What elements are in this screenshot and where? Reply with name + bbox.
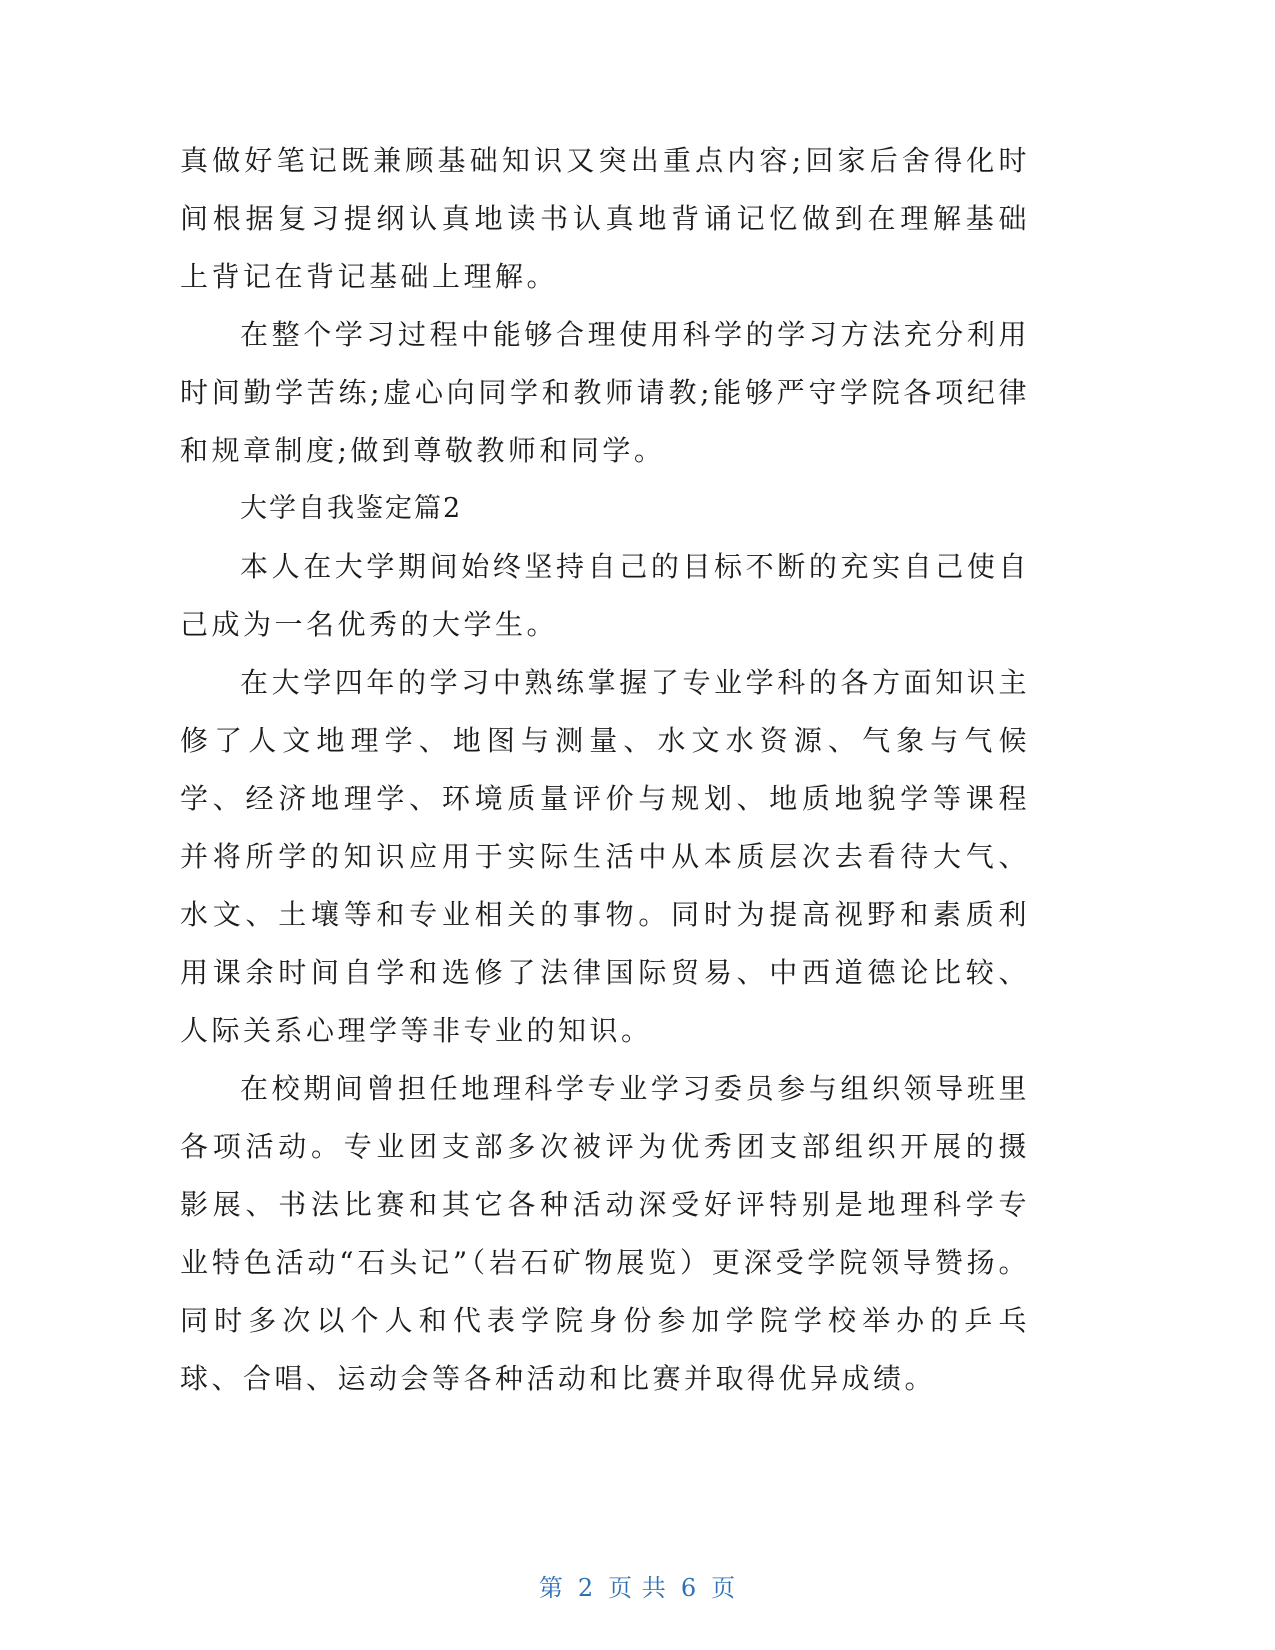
footer-prefix: 第 bbox=[538, 1574, 564, 1602]
page-footer bbox=[0, 1568, 1275, 1603]
paragraph-continued: 真做好笔记既兼顾基础知识又突出重点内容;回家后舍得化时间根据复习提纲认真地读书认真地背诵记忆做到在理解基础上背记在背记基础上理解。 bbox=[180, 144, 1030, 293]
footer-middle: 页 共 bbox=[608, 1574, 667, 1602]
footer-total-pages: 6 bbox=[680, 1574, 698, 1602]
paragraph-study-methods: 在整个学习过程中能够合理使用科学的学习方法充分利用时间勤学苦练;虚心向同学和教师请教;能够严守学院各项纪律和规章制度;做到尊敬教师和同学。 bbox=[180, 318, 1030, 467]
footer-current-page: 2 bbox=[577, 1574, 595, 1602]
footer-suffix: 页 bbox=[711, 1574, 737, 1602]
section-heading: 大学自我鉴定篇2 bbox=[240, 493, 463, 524]
page-content bbox=[180, 132, 1030, 1408]
paragraph-courses: 在大学四年的学习中熟练掌握了专业学科的各方面知识主修了人文地理学、地图与测量、水文水资源、气象与气候学、经济地理学、环境质量评价与规划、地质地貌学等课程并将所学的知识应用于实际生活中从本质层次去看待大气、水文、土壤等和专业相关的事物。同时为提高视野和素质利用课余时间自学和选修了法律国际贸易、中西道德论比较、人际关系心理学等非专业的知识。 bbox=[180, 666, 1030, 1047]
paragraph-goals: 本人在大学期间始终坚持自己的目标不断的充实自己使自己成为一名优秀的大学生。 bbox=[180, 550, 1030, 641]
paragraph-activities: 在校期间曾担任地理科学专业学习委员参与组织领导班里各项活动。专业团支部多次被评为优秀团支部组织开展的摄影展、书法比赛和其它各种活动深受好评特别是地理科学专业特色活动“石头记”（岩石矿物展览）更深受学院领导赞扬。同时多次以个人和代表学院身份参加学院学校举办的乒乓球、合唱、运动会等各种活动和比赛并取得优异成绩。 bbox=[180, 1072, 1030, 1395]
